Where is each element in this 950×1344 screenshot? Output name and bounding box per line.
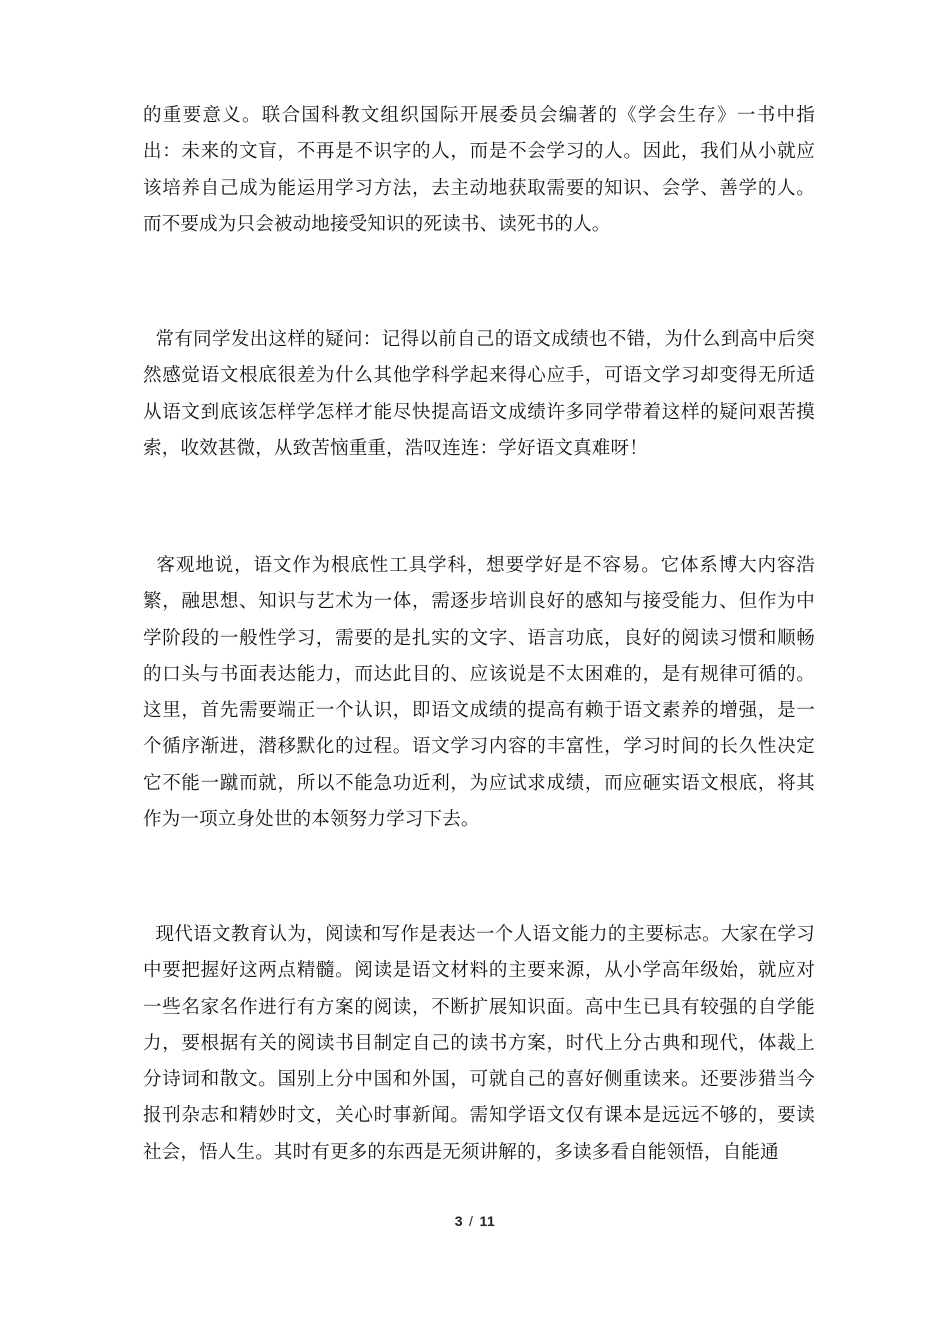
paragraph-reading-and-writing: 现代语文教育认为，阅读和写作是表达一个人语文能力的主要标志。大家在学习中要把握好这两点精髓。阅读是语文材料的主要来源，从小学高年级始，就应对一些名家名作进行有方案的阅读，不断扩展知识面。高中生已具有较强的自学能力，要根据有关的阅读书目制定自己的读书方案，时代上分古典和现代，体裁上分诗词和散文。国别上分中国和外国，可就自己的喜好侧重读来。还要涉猎当今报刊杂志和精妙时文，关心时事新闻。需知学语文仅有课本是远远不够的，要读社会，悟人生。其时有更多的东西是无须讲解的，多读多看自能领悟，自能通 [143, 924, 815, 1163]
current-page-number: 3 [454, 1213, 464, 1229]
paragraph-objective-view: 客观地说，语文作为根底性工具学科，想要学好是不容易。它体系博大内容浩繁，融思想、知识与艺术为一体，需逐步培训良好的感知与接受能力、但作为中学阶段的一般性学习，需要的是扎实的文字、语言功底，良好的阅读习惯和顺畅的口头与书面表达能力，而达此目的、应该说是不太困难的，是有规律可循的。这里，首先需要端正一个认识，即语文成绩的提高有赖于语文素养的增强，是一个循序渐进，潜移默化的过程。语文学习内容的丰富性，学习时间的长久性决定它不能一蹴而就，所以不能急功近利，为应试求成绩，而应砸实语文根底，将其作为一项立身处世的本领努力学习下去。 [143, 555, 815, 831]
page-number [0, 1213, 950, 1229]
page-number-separator: / [469, 1213, 474, 1229]
paragraph-student-doubts: 常有同学发出这样的疑问：记得以前自己的语文成绩也不错，为什么到高中后突然感觉语文根底很差为什么其他学科学起来得心应手，可语文学习却变得无所适从语文到底该怎样学怎样才能尽快提高语文成绩许多同学带着这样的疑问艰苦摸索，收效甚微，从致苦恼重重，浩叹连连：学好语文真难呀！ [143, 329, 815, 459]
total-pages-number: 11 [479, 1213, 496, 1229]
paragraph-importance-of-learning: 的重要意义。联合国科教文组织国际开展委员会编著的《学会生存》一书中指出：未来的文盲，不再是不识字的人，而是不会学习的人。因此，我们从小就应该培养自己成为能运用学习方法，去主动地获取需要的知识、会学、善学的人。而不要成为只会被动地接受知识的死读书、读死书的人。 [143, 105, 815, 235]
